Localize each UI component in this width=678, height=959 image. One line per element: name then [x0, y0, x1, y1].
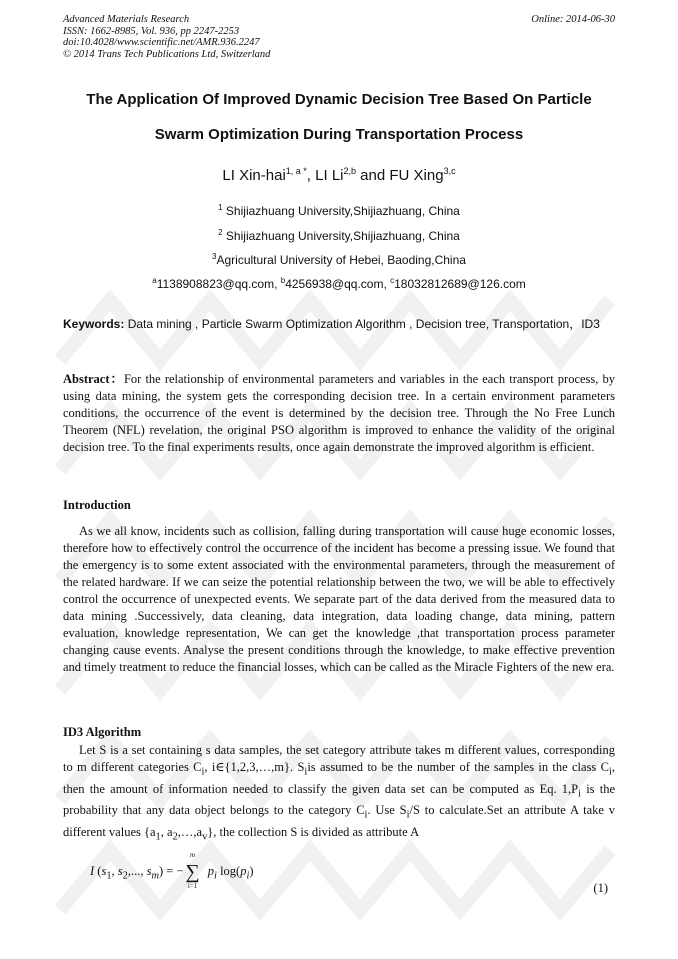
doi: doi:10.4028/www.scientific.net/AMR.936.2247 [63, 37, 260, 48]
author-name: LI Xin-hai [222, 167, 286, 184]
email-mark: a [152, 276, 157, 285]
section-heading-id3: ID3 Algorithm [63, 725, 142, 739]
equation-1: I ($s_1$, $s_2$,..., $s_m$) = − m ∑ i=1 $p_i$ $\log(p_i)$ [90, 851, 254, 890]
journal-name: Advanced Materials Research [63, 14, 190, 25]
affiliation [40, 228, 638, 243]
affiliation-mark: 1 [218, 203, 223, 212]
paper-title-line-2: Swarm Optimization During Transportation Process [154, 126, 524, 143]
abstract-text: For the relationship of environmental parameters and variables in the each transport process, by using data mining, the system gets the corresponding decision tree. In a certain environment parameters conditions, the occurrence of the event is determined by the decision tree. Through the No Free Lunch Theorem (NFL) revelation, the original PSO algorithm is improved to enhance the validity of the original decision tree. To the final experiments results, once again demonstrate the improved algorithm is efficient. [63, 372, 616, 454]
affiliation-text: Agricultural University of Hebei, Baoding,China [216, 253, 466, 267]
affiliation-text: Shijiazhuang University,Shijiazhuang, China [222, 229, 460, 243]
author-name: LI Li [315, 167, 344, 184]
author-separator: , [306, 167, 316, 184]
author-list [40, 166, 638, 184]
affiliation [40, 203, 638, 218]
abstract-label: Abstract： [63, 372, 124, 386]
affiliation [40, 252, 638, 267]
email-mark: b [280, 276, 286, 285]
author-affil-mark: 3,c [443, 166, 456, 176]
email[interactable]: 1138908823@qq.com, [156, 277, 281, 291]
issn: ISSN: 1662-8985, Vol. 936, pp 2247-2253 [63, 25, 240, 37]
abstract [63, 371, 615, 456]
online-date: Online: 2014-06-30 [531, 14, 615, 25]
email[interactable]: 18032812689@126.com [394, 277, 526, 291]
id3-text: Let S is a set containing s data samples, the set category attribute takes m different values, corresponding to m different categories $C_i$, i∈{1,2,3,…,m}. $S_iis$ assumed to be the number of the samples in the class $C_i$, then the amount of information needed to classify the given data set can be computed as Eq. $1,P_i$ is the probability that any data object belongs to the category $C_i$. Use $S_i/S$ to calculate.Set an attribute A take v different values {$a_1$, $a_2,\dots,a_v$}, the collection S is divided as attribute A [63, 743, 615, 842]
affiliation-mark: 3 [212, 252, 217, 261]
author-separator: and [356, 167, 390, 184]
equation-number: (1) [593, 881, 608, 895]
author-name: FU Xing [389, 167, 444, 184]
keywords-label: Keywords: [63, 317, 125, 331]
introduction-text: As we all know, incidents such as collision, falling during transportation will cause huge economic losses, therefore how to effectively control the occurrence of the incident has become a pressing issue. We found that the emergency is to some extent associated with the environmental parameters, through the measurement of the related hardware. If we can seize the potential relationship between the two, we will be able to effectively control the occurrence of unexpected events. We separate part of the data derived from the measured data to data mining .Successively, data cleaning, data integration, data loading change, data mining, pattern evaluation, knowledge representation, We can get the knowledge ,that transportation process parameter changing cause events. Analyse the present conditions through the knowledge, to make effective prevention and timely treatment to reduce the financial losses, which can be called as the Miracle Fighters of the new era. [63, 524, 615, 674]
email-list [40, 276, 638, 291]
paper-title-line-1: The Application Of Improved Dynamic Decision Tree Based On Particle [86, 91, 592, 108]
affiliation-text: Shijiazhuang University,Shijiazhuang, China [222, 204, 460, 218]
summation-symbol: m ∑ i=1 [185, 851, 200, 890]
email-mark: c [390, 276, 395, 285]
keywords-text: Data mining , Particle Swarm Optimization Algorithm , Decision tree, Transportation，ID3 [124, 317, 600, 331]
author-affil-mark: 1, a * [285, 166, 307, 176]
keywords [63, 316, 615, 333]
section-heading-introduction: Introduction [63, 498, 131, 512]
journal-header [63, 14, 270, 60]
affiliation-mark: 2 [218, 228, 223, 237]
author-affil-mark: 2,b [343, 166, 357, 176]
email[interactable]: 4256938@qq.com, [285, 277, 391, 291]
copyright: © 2014 Trans Tech Publications Ltd, Switzerland [63, 48, 271, 60]
